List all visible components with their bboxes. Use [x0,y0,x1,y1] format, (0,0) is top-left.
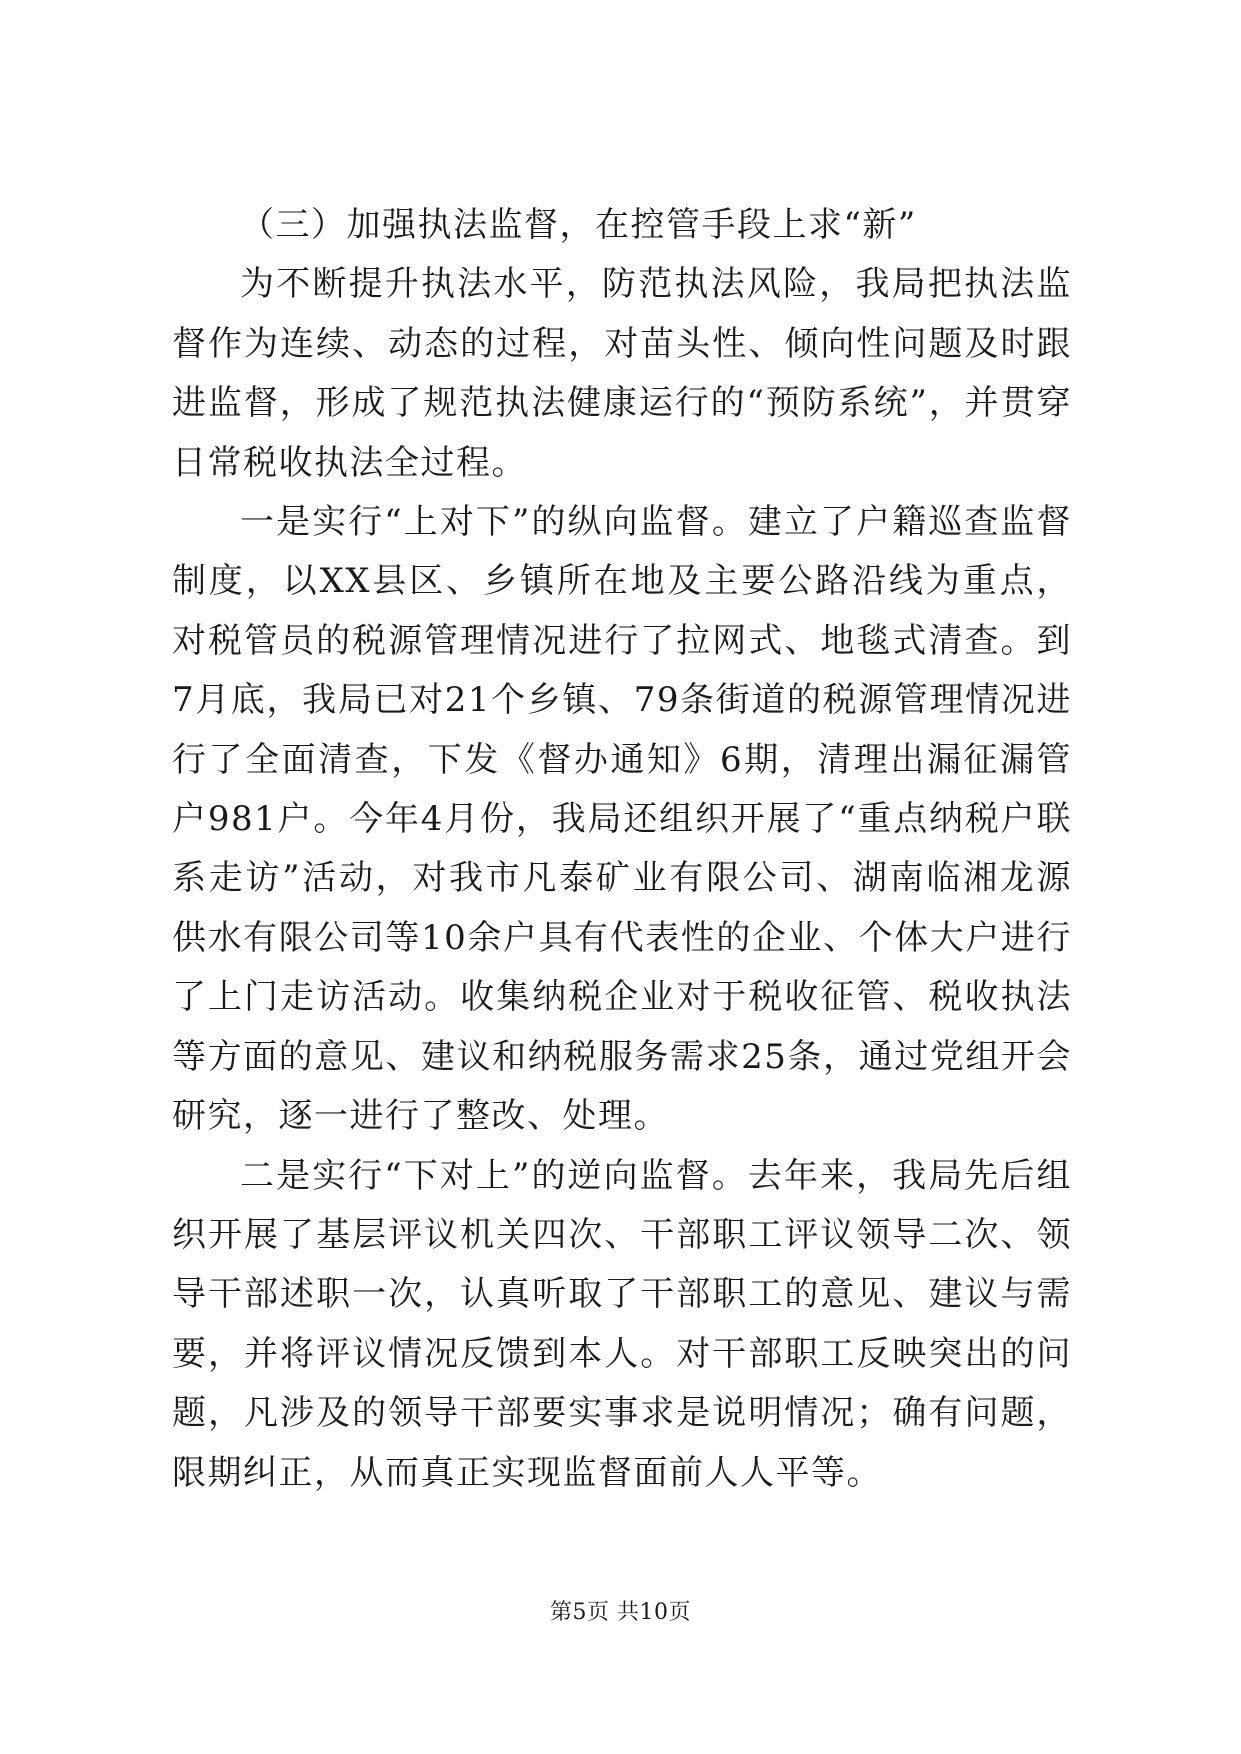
section-heading: （三）加强执法监督，在控管手段上求“新” [240,205,917,245]
paragraph-intro: 为不断提升执法水平，防范执法风险，我局把执法监督作为连续、动态的过程，对苗头性、倾向性问题及时跟进监督，形成了规范执法健康运行的“预防系统”，并贯穿日常税收执法全过程。 [172,264,1072,483]
document-body [172,196,1072,1503]
page-number-footer: 第5页 共10页 [550,1600,691,1625]
paragraph-reverse-supervision: 二是实行“下对上”的逆向监督。去年来，我局先后组织开展了基层评议机关四次、干部职工评议领导二次、领导干部述职一次，认真听取了干部职工的意见、建议与需要，并将评议情况反馈到本人。对干部职工反映突出的问题，凡涉及的领导干部要实事求是说明情况；确有问题，限期纠正，从而真正实现监督面前人人平等。 [172,1155,1072,1493]
paragraph-vertical-supervision: 一是实行“上对下”的纵向监督。建立了户籍巡查监督制度，以XX县区、乡镇所在地及主要公路沿线为重点，对税管员的税源管理情况进行了拉网式、地毯式清查。到7月底，我局已对21个乡镇、79条街道的税源管理情况进行了全面清查，下发《督办通知》6期，清理出漏征漏管户981户。今年4月份，我局还组织开展了“重点纳税户联系走访”活动，对我市凡泰矿业有限公司、湖南临湘龙源供水有限公司等10余户具有代表性的企业、个体大户进行了上门走访活动。收集纳税企业对于税收征管、税收执法等方面的意见、建议和纳税服务需求25条，通过党组开会研究，逐一进行了整改、处理。 [172,502,1072,1137]
